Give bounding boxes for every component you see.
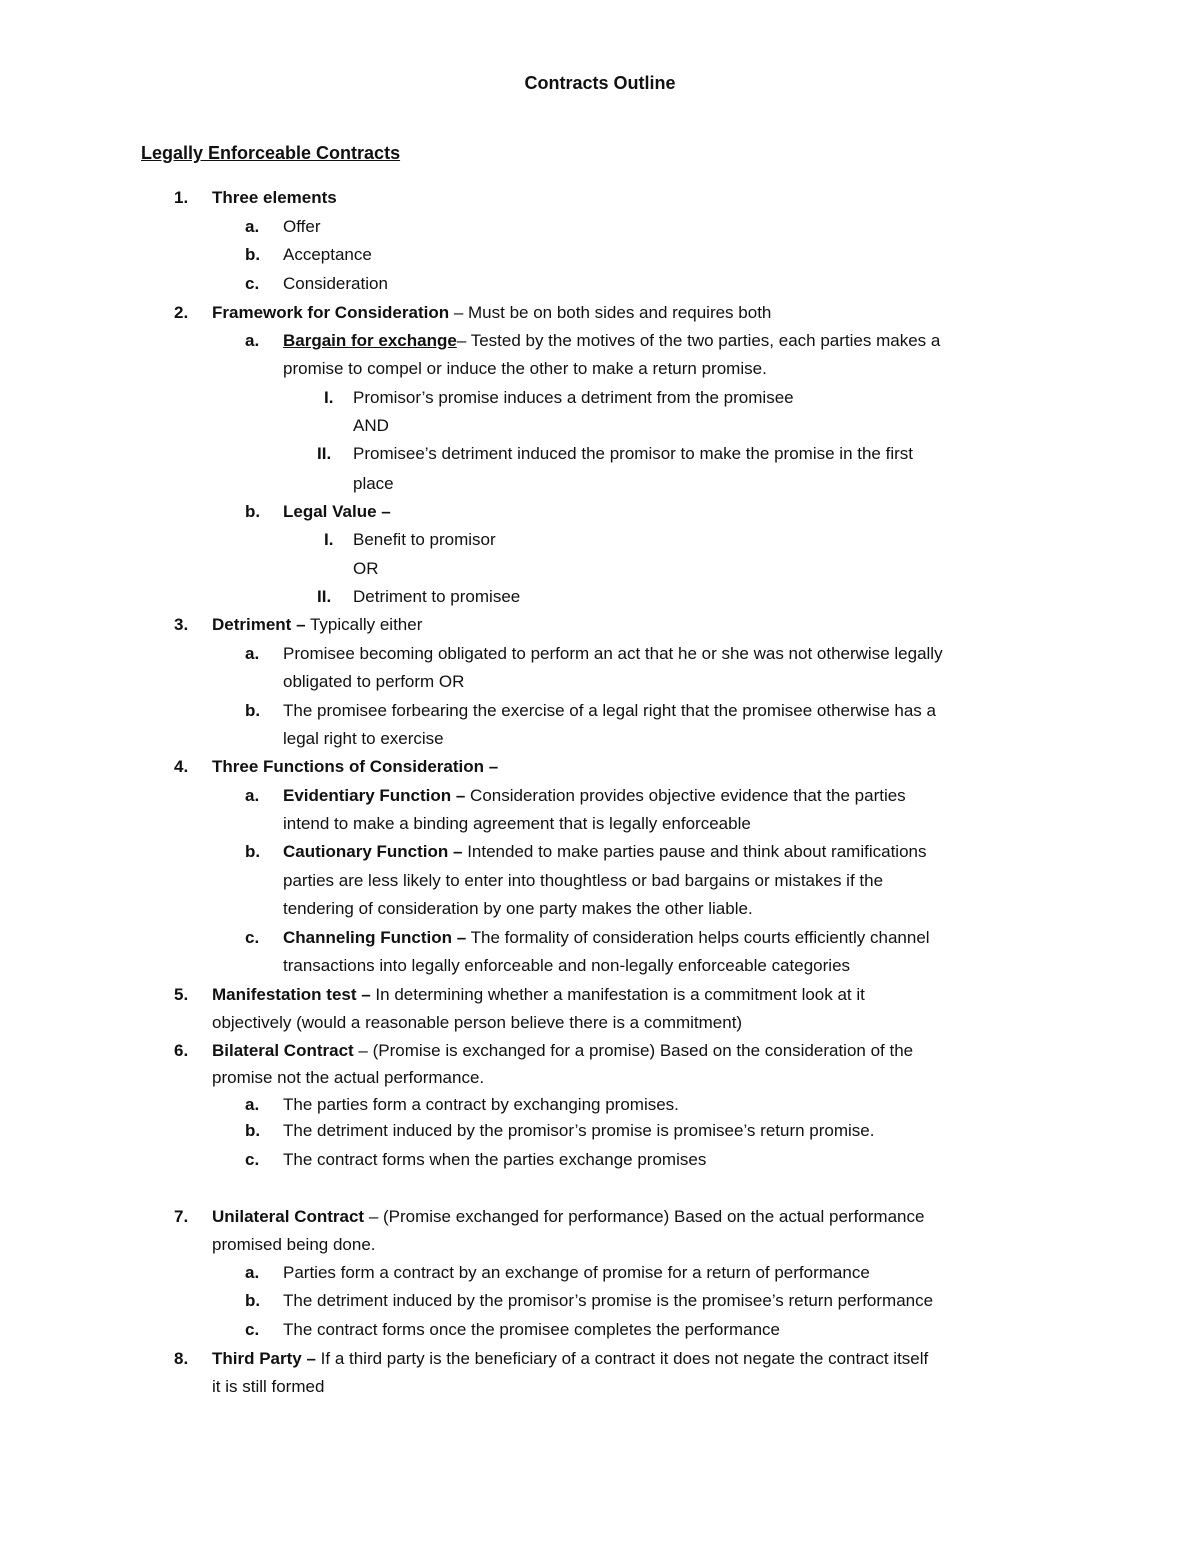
sub-marker: c. <box>245 1150 260 1169</box>
sub-marker: b. <box>245 502 261 521</box>
sub-item-line <box>283 330 940 352</box>
sub-item: Offer <box>283 217 321 236</box>
roman-item: Detriment to promisee <box>353 587 521 606</box>
continuation: objectively (would a reasonable person believe there is a commitment) <box>212 1013 743 1032</box>
continuation: promised being done. <box>212 1235 376 1254</box>
item-line <box>212 1206 924 1228</box>
sub-marker: b. <box>245 1291 261 1310</box>
item-line <box>212 1040 913 1062</box>
sub-heading: Cautionary Function – <box>283 842 463 861</box>
sub-marker: a. <box>245 331 260 350</box>
item-text: – Must be on both sides and requires both <box>449 303 772 322</box>
roman-item: Promisor’s promise induces a detriment from the promisee <box>353 388 794 407</box>
item-heading: Manifestation test – <box>212 985 371 1004</box>
item-heading: Unilateral Contract <box>212 1207 365 1226</box>
sub-item-line <box>283 785 906 807</box>
sub-marker: b. <box>245 842 261 861</box>
item-text: In determining whether a manifestation is a commitment look at it <box>370 985 865 1004</box>
roman-marker: II. <box>317 587 332 606</box>
continuation: parties are less likely to enter into thoughtless or bad bargains or mistakes if the <box>283 871 884 890</box>
sub-marker: b. <box>245 245 261 264</box>
continuation: tendering of consideration by one party makes the other liable. <box>283 899 753 918</box>
continuation: transactions into legally enforceable and non-legally enforceable categories <box>283 956 851 975</box>
sub-item-line <box>283 501 391 523</box>
item-line <box>212 302 771 324</box>
connector: OR <box>353 559 379 578</box>
continuation: place <box>353 474 394 493</box>
item-number: 6. <box>174 1041 189 1060</box>
item-text: – (Promise exchanged for performance) Based on the actual performance <box>364 1207 925 1226</box>
item-text: If a third party is the beneficiary of a contract it does not negate the contract itself <box>315 1349 929 1368</box>
item-number: 2. <box>174 303 189 322</box>
sub-text: – Tested by the motives of the two parties, each parties makes a <box>456 331 941 350</box>
item-text: Typically either <box>305 615 423 634</box>
sub-item: The contract forms once the promisee completes the performance <box>283 1320 781 1339</box>
item-number: 1. <box>174 188 189 207</box>
sub-marker: a. <box>245 644 260 663</box>
sub-heading: Bargain for exchange <box>283 331 457 350</box>
sub-item: The detriment induced by the promisor’s promise is promisee’s return promise. <box>283 1121 875 1140</box>
sub-heading: Evidentiary Function – <box>283 786 466 805</box>
item-number: 3. <box>174 615 189 634</box>
roman-marker: I. <box>324 530 334 549</box>
continuation: promise to compel or induce the other to make a return promise. <box>283 359 767 378</box>
item-heading: Three Functions of Consideration – <box>212 757 499 776</box>
sub-item: Parties form a contract by an exchange of promise for a return of performance <box>283 1263 870 1282</box>
sub-text: The formality of consideration helps courts efficiently channel <box>466 928 930 947</box>
roman-item: Promisee’s detriment induced the promisor to make the promise in the first <box>353 444 913 463</box>
sub-item: The parties form a contract by exchanging promises. <box>283 1095 679 1114</box>
sub-marker: a. <box>245 786 260 805</box>
item-heading: Bilateral Contract <box>212 1041 354 1060</box>
continuation: obligated to perform OR <box>283 672 465 691</box>
sub-marker: a. <box>245 1095 260 1114</box>
item-number: 8. <box>174 1349 189 1368</box>
item-line <box>212 756 498 778</box>
sub-item: Consideration <box>283 274 388 293</box>
connector: AND <box>353 416 389 435</box>
continuation: promise not the actual performance. <box>212 1068 485 1087</box>
item-number: 5. <box>174 985 189 1004</box>
sub-marker: b. <box>245 701 261 720</box>
item-heading: Framework for Consideration <box>212 303 450 322</box>
item-heading: Three elements <box>212 188 337 207</box>
sub-item: The promisee forbearing the exercise of a legal right that the promisee otherwise has a <box>283 701 936 720</box>
roman-item: Benefit to promisor <box>353 530 496 549</box>
sub-marker: c. <box>245 1320 260 1339</box>
sub-item: The detriment induced by the promisor’s promise is the promisee’s return performance <box>283 1291 934 1310</box>
item-heading: Detriment – <box>212 615 306 634</box>
sub-heading: Channeling Function – <box>283 928 467 947</box>
item-line <box>212 614 422 636</box>
section-heading: Legally Enforceable Contracts <box>141 143 401 163</box>
sub-text: Consideration provides objective evidence that the parties <box>465 786 906 805</box>
sub-item: The contract forms when the parties exchange promises <box>283 1150 707 1169</box>
sub-item: Acceptance <box>283 245 372 264</box>
item-line <box>212 1348 928 1370</box>
continuation: it is still formed <box>212 1377 325 1396</box>
sub-marker: c. <box>245 928 260 947</box>
sub-item: Promisee becoming obligated to perform an act that he or she was not otherwise legally <box>283 644 943 663</box>
item-heading: Third Party – <box>212 1349 316 1368</box>
sub-marker: c. <box>245 274 260 293</box>
continuation: intend to make a binding agreement that is legally enforceable <box>283 814 751 833</box>
item-number: 7. <box>174 1207 189 1226</box>
sub-item-line <box>283 927 930 949</box>
sub-heading: Legal Value – <box>283 502 391 521</box>
sub-marker: b. <box>245 1121 261 1140</box>
item-number: 4. <box>174 757 189 776</box>
roman-marker: II. <box>317 444 332 463</box>
roman-marker: I. <box>324 388 334 407</box>
sub-marker: a. <box>245 1263 260 1282</box>
continuation: legal right to exercise <box>283 729 444 748</box>
item-text: – (Promise is exchanged for a promise) Based on the consideration of the <box>353 1041 914 1060</box>
sub-marker: a. <box>245 217 260 236</box>
item-line <box>212 984 865 1006</box>
sub-text: Intended to make parties pause and think about ramifications <box>462 842 927 861</box>
sub-item-line <box>283 841 926 863</box>
document-title: Contracts Outline <box>524 73 676 93</box>
